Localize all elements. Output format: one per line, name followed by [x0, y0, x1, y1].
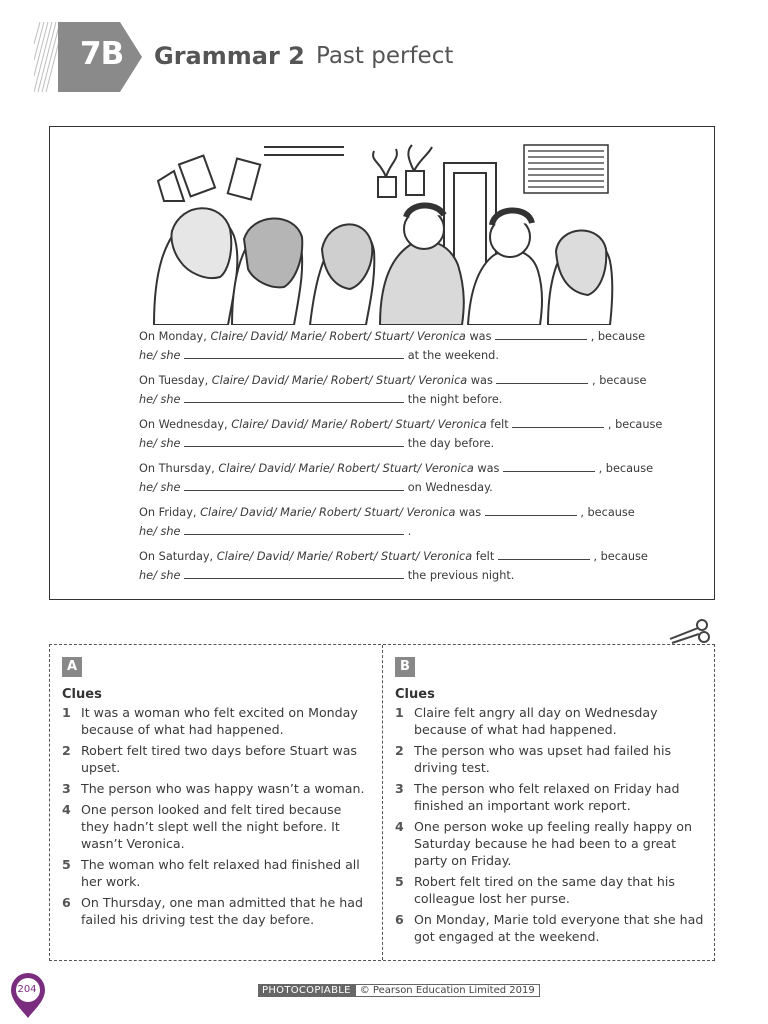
people-group-illustration	[144, 141, 622, 325]
exercise-box	[49, 126, 715, 600]
clue-item: 2 The person who was upset had failed his driving test.	[395, 743, 672, 775]
answer-blank[interactable]	[184, 390, 404, 403]
card-a	[62, 657, 372, 932]
clue-list	[62, 704, 372, 928]
clue-item: 6 On Thursday, one man admitted that he had failed his driving test the day before.	[62, 895, 363, 927]
answer-blank[interactable]	[184, 434, 404, 447]
clue-item: 5 The woman who felt relaxed had finished all her work.	[62, 857, 360, 889]
photocopiable-label: PHOTOCOPIABLE	[258, 984, 355, 997]
page-number: 204	[17, 984, 37, 995]
answer-blank[interactable]	[184, 522, 404, 535]
answer-blank[interactable]	[503, 459, 595, 472]
footer-notice	[258, 984, 540, 997]
unit-tab	[34, 22, 142, 92]
page-pin-icon	[8, 970, 48, 1020]
sentence-item: On Monday, Claire/ David/ Marie/ Robert/ Stuart/ Veronica was , because he/ she at the weekend.	[139, 327, 639, 365]
page-subtitle: Past perfect	[316, 43, 454, 69]
sentence-list	[139, 327, 663, 591]
scissors-icon	[668, 617, 712, 645]
sentence-item: On Friday, Claire/ David/ Marie/ Robert/ Stuart/ Veronica was , because he/ she .	[139, 503, 639, 541]
clue-item: 3 The person who was happy wasn’t a woman.	[62, 781, 365, 796]
answer-blank[interactable]	[184, 566, 404, 579]
sentence-item: On Tuesday, Claire/ David/ Marie/ Robert/ Stuart/ Veronica was , because he/ she the night before.	[139, 371, 639, 409]
answer-blank[interactable]	[496, 371, 588, 384]
answer-blank[interactable]	[184, 346, 404, 359]
unit-label: 7B	[80, 36, 124, 72]
clue-item: 4 One person woke up feeling really happy on Saturday because he had been to a great party on Friday.	[395, 819, 692, 868]
sentence-item: On Thursday, Claire/ David/ Marie/ Robert/ Stuart/ Veronica was , because he/ she on Wednesday.	[139, 459, 639, 497]
answer-blank[interactable]	[498, 547, 590, 560]
answer-blank[interactable]	[485, 503, 577, 516]
page-title: Grammar 2	[154, 42, 305, 70]
clue-item: 6 On Monday, Marie told everyone that she had got engaged at the weekend.	[395, 912, 704, 944]
clues-heading: Clues	[62, 687, 102, 702]
card-a-badge: A	[62, 657, 82, 677]
answer-blank[interactable]	[184, 478, 404, 491]
clue-item: 1 Claire felt angry all day on Wednesday because of what had happened.	[395, 705, 658, 737]
copyright-text: © Pearson Education Limited 2019	[355, 984, 540, 997]
clue-list	[395, 704, 705, 945]
clues-heading: Clues	[395, 687, 435, 702]
clue-item: 5 Robert felt tired on the same day that his colleague lost her purse.	[395, 874, 675, 906]
sentence-item: On Wednesday, Claire/ David/ Marie/ Robert/ Stuart/ Veronica felt , because he/ she the day before.	[139, 415, 639, 453]
answer-blank[interactable]	[495, 327, 587, 340]
clue-item: 2 Robert felt tired two days before Stuart was upset.	[62, 743, 357, 775]
clue-cards	[49, 644, 715, 961]
cut-divider	[382, 645, 383, 960]
answer-blank[interactable]	[512, 415, 604, 428]
clue-item: 4 One person looked and felt tired because they hadn’t slept well the night before. It wasn’t Veronica.	[62, 802, 342, 851]
clue-item: 3 The person who felt relaxed on Friday had finished an important work report.	[395, 781, 680, 813]
sentence-item: On Saturday, Claire/ David/ Marie/ Robert/ Stuart/ Veronica felt , because he/ she the previous night.	[139, 547, 639, 585]
card-b	[395, 657, 705, 949]
clue-item: 1 It was a woman who felt excited on Monday because of what had happened.	[62, 705, 358, 737]
card-b-badge: B	[395, 657, 415, 677]
